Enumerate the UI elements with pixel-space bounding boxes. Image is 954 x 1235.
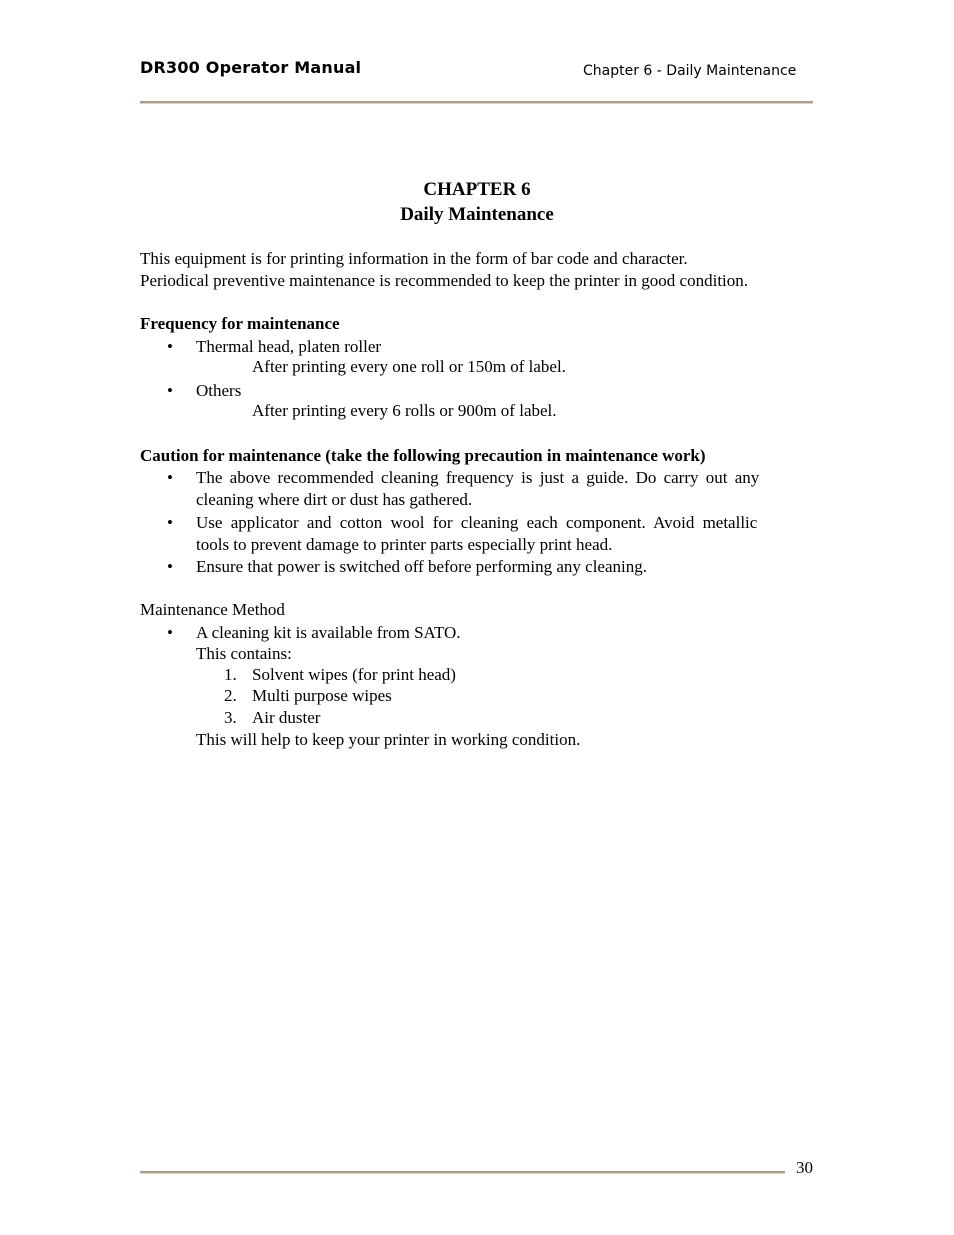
kit-item: Air duster (252, 708, 321, 727)
method-contains: This contains: (196, 644, 292, 663)
caution-heading: Caution for maintenance (take the following precaution in maintenance work) (140, 446, 706, 465)
caution-item-line: The above recommended cleaning frequency is just a guide. Do carry out any (196, 468, 760, 487)
caution-item-line: Use applicator and cotton wool for cleaning each component. Avoid metallic (196, 513, 758, 532)
kit-item: Solvent wipes (for print head) (252, 665, 456, 684)
intro-line-1: This equipment is for printing information in the form of bar code and character. (140, 249, 688, 268)
caution-item-line: Ensure that power is switched off before performing any cleaning. (196, 557, 647, 576)
bullet-icon: • (167, 623, 173, 642)
frequency-heading: Frequency for maintenance (140, 314, 340, 333)
list-number: 3. (224, 708, 237, 727)
header-divider (140, 101, 813, 104)
chapter-title: Daily Maintenance (400, 204, 554, 225)
page-number: 30 (796, 1158, 813, 1177)
method-heading: Maintenance Method (140, 600, 285, 619)
caution-item-line: cleaning where dirt or dust has gathered. (196, 490, 473, 509)
chapter-header: Chapter 6 - Daily Maintenance (583, 63, 797, 79)
bullet-icon: • (167, 557, 173, 576)
method-footer: This will help to keep your printer in working condition. (196, 730, 581, 749)
bullet-icon: • (167, 468, 173, 487)
bullet-icon: • (167, 337, 173, 356)
kit-item: Multi purpose wipes (252, 686, 392, 705)
bullet-icon: • (167, 513, 173, 532)
caution-item-line: tools to prevent damage to printer parts especially print head. (196, 535, 613, 554)
manual-title: DR300 Operator Manual (140, 58, 362, 77)
frequency-item-label: Others (196, 381, 242, 400)
chapter-number: CHAPTER 6 (423, 179, 531, 200)
frequency-item-detail: After printing every one roll or 150m of label. (252, 357, 566, 376)
method-bullet: A cleaning kit is available from SATO. (196, 623, 461, 642)
frequency-item-detail: After printing every 6 rolls or 900m of label. (252, 401, 557, 420)
frequency-item-label: Thermal head, platen roller (196, 337, 382, 356)
list-number: 2. (224, 686, 237, 705)
list-number: 1. (224, 665, 237, 684)
bullet-icon: • (167, 381, 173, 400)
intro-line-2: Periodical preventive maintenance is recommended to keep the printer in good condition. (140, 271, 749, 290)
footer-divider (140, 1171, 785, 1174)
